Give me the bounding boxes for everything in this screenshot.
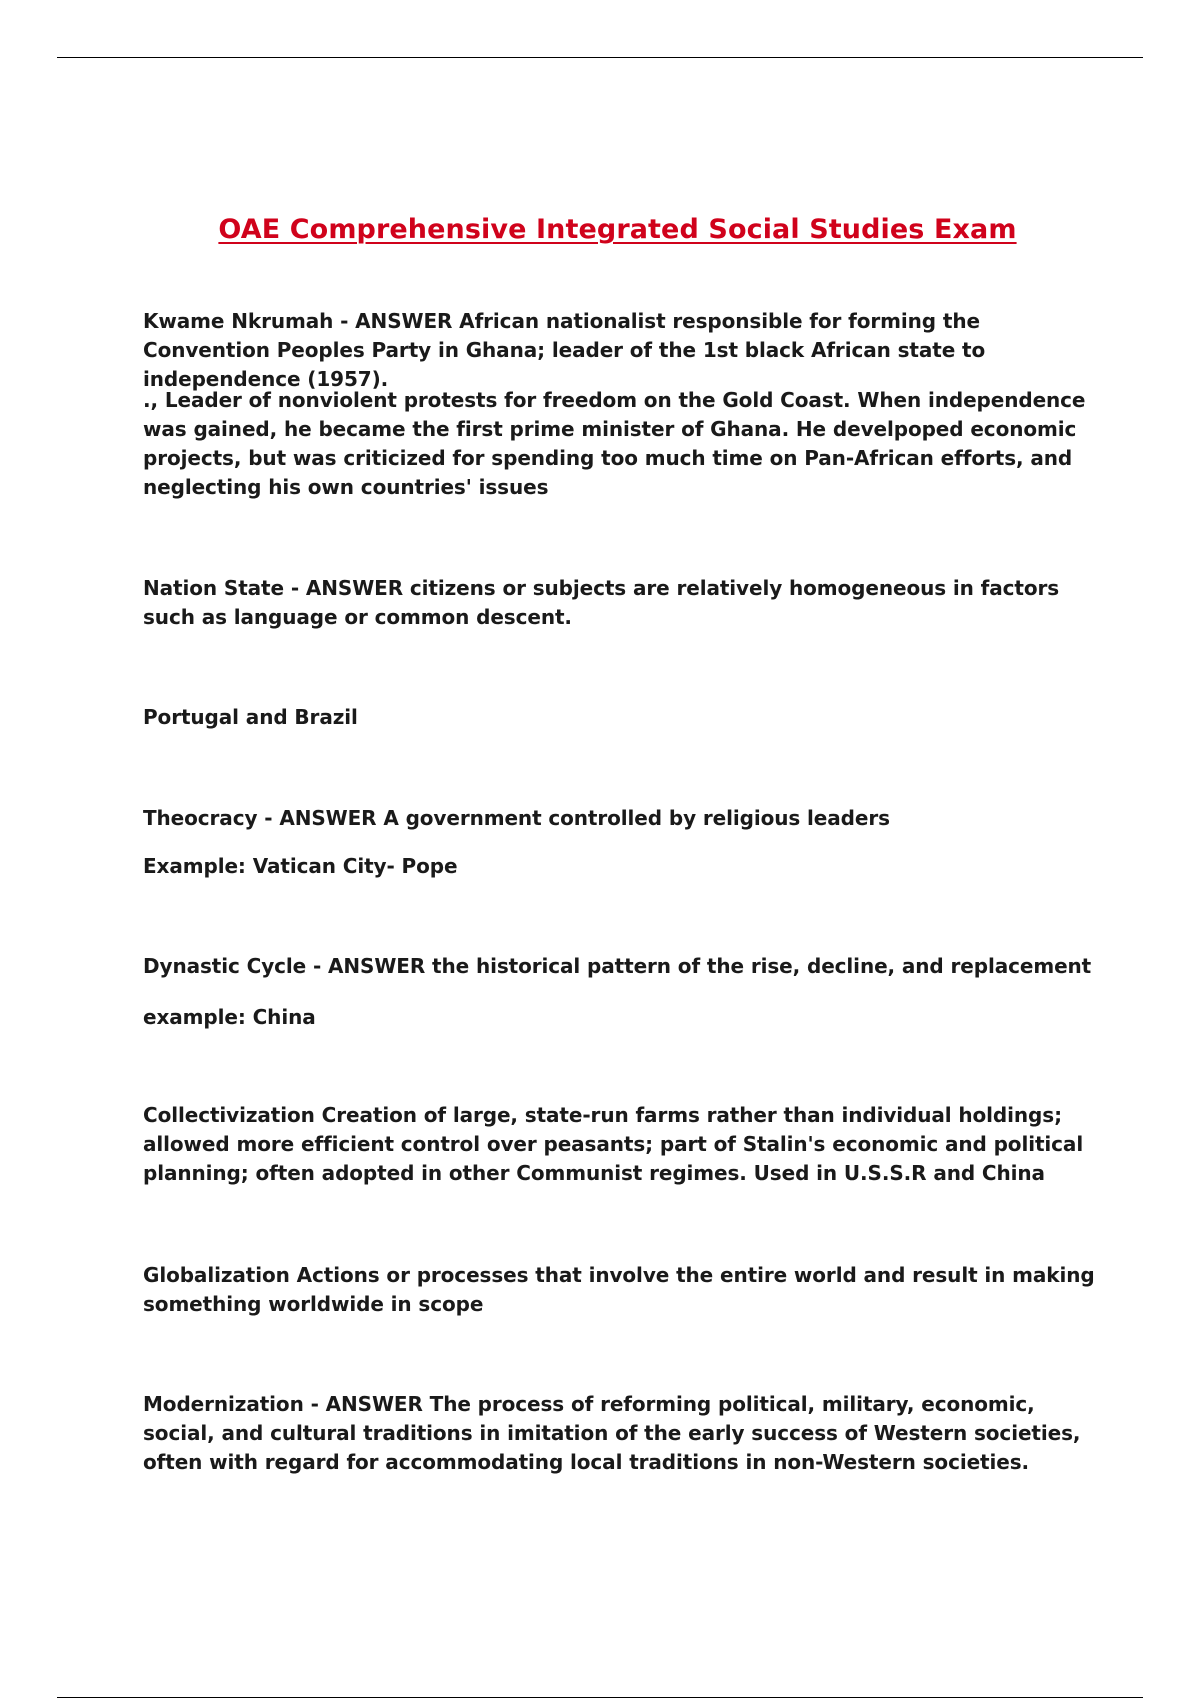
document-title: OAE Comprehensive Integrated Social Studies Exam <box>218 214 1017 246</box>
bottom-rule <box>57 1697 1143 1698</box>
paragraph-collectivization: Collectivization Creation of large, state-run farms rather than individual holdings; allowed more efficient control over peasants; part of Stalin's economic and political planning; often adopted in other Communist regimes. Used in U.S.S.R and China <box>143 1103 1084 1185</box>
paragraph-dynastic-cycle: Dynastic Cycle - ANSWER the historical pattern of the rise, decline, and replacement <box>143 954 1092 978</box>
paragraph-dynastic-example: example: China <box>143 1005 316 1029</box>
paragraph-theocracy: Theocracy - ANSWER A government controlled by religious leaders <box>143 806 890 830</box>
paragraph-nation-state: Nation State - ANSWER citizens or subjects are relatively homogeneous in factors such as language or common descent. <box>143 576 1060 629</box>
top-rule <box>57 57 1143 58</box>
paragraph-globalization: Globalization Actions or processes that involve the entire world and result in making something worldwide in scope <box>143 1263 1095 1316</box>
paragraph-nkrumah-details: ., Leader of nonviolent protests for freedom on the Gold Coast. When independence was gained, he became the first prime minister of Ghana. He develpoped economic projects, but was criticized for spending too much time on Pan-African efforts, and neglecting his own countries' issues <box>143 388 1086 499</box>
paragraph-portugal-brazil: Portugal and Brazil <box>143 705 358 729</box>
paragraph-kwame-nkrumah: Kwame Nkrumah - ANSWER African nationalist responsible for forming the Convention Peoples Party in Ghana; leader of the 1st black African state to independence (1957). <box>143 309 986 391</box>
paragraph-theocracy-example: Example: Vatican City- Pope <box>143 854 458 878</box>
paragraph-modernization: Modernization - ANSWER The process of reforming political, military, economic, social, and cultural traditions in imitation of the early success of Western societies, often with regard for accommodating local traditions in non-Western societies. <box>143 1392 1081 1474</box>
